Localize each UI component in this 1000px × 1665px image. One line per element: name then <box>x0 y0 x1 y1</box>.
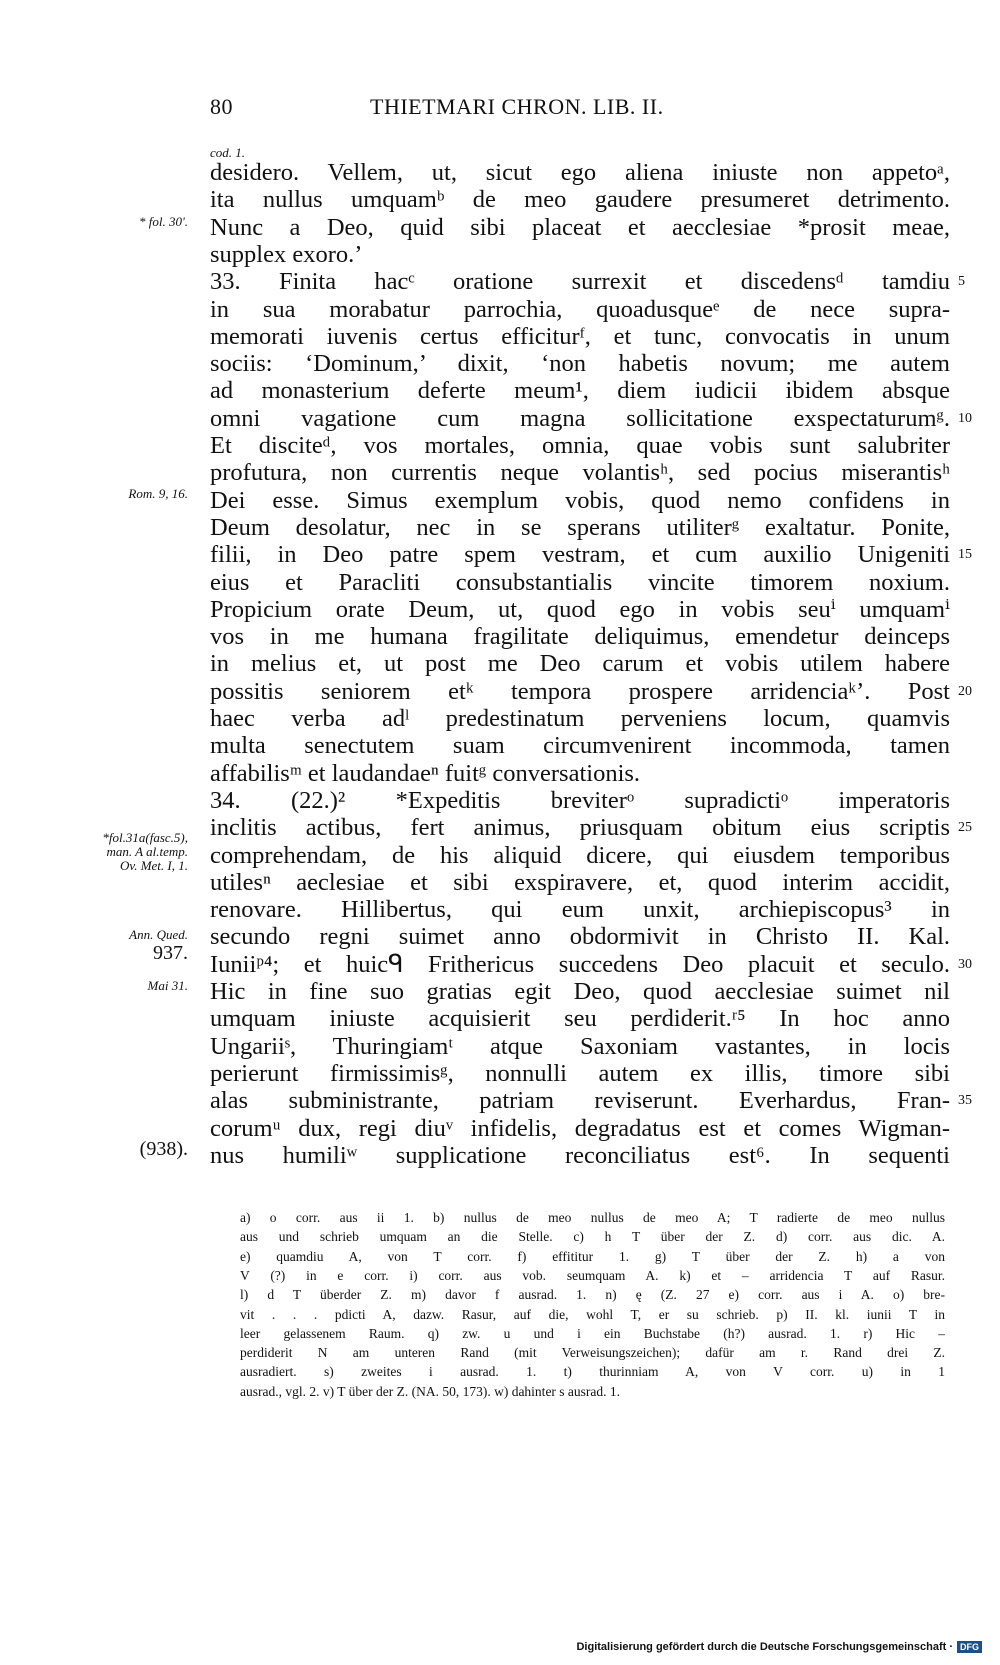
text-line: secundo regni suimet anno obdormivit in Christo II. Kal. <box>210 923 950 951</box>
text-line: multa senectutem suam circumvenirent incommoda, tamen <box>210 732 950 760</box>
text-line: Et disciteᵈ, vos mortales, omnia, quae vobis sunt salubriter <box>210 432 950 459</box>
footnote-line: e) quamdiu A, von T corr. f) effititur 1. g) T über der Z. h) a von <box>240 1248 945 1264</box>
footnote-line: perdiderit N am unteren Rand (mit Verweisungszeichen); dafür am r. Rand drei Z. <box>240 1345 945 1361</box>
text-line: 34. (22.)² *Expeditis breviterᵒ supradictiᵒ imperatoris <box>210 786 950 814</box>
line-number: 20 <box>958 683 972 699</box>
text-line: renovare. Hillibertus, qui eum unxit, archiepiscopus³ in <box>210 896 950 924</box>
text-line: utilesⁿ aeclesiae et sibi exspiravere, et, quod interim accidit, <box>210 868 950 896</box>
text-line: umquam iniuste acquisierit seu perdiderit.ʳ⁵ In hoc anno <box>210 1005 950 1033</box>
text-line: alas subministrante, patriam reviserunt. Everhardus, Fran- <box>210 1087 950 1115</box>
text-line: in sua morabatur parrochia, quoadusqueᵉ de nece supra- <box>210 295 950 323</box>
footnote-line: vit . . . pdicti A, dazw. Rasur, auf die, wohl T, er su schrieb. p) II. kl. iunii T in <box>240 1306 945 1322</box>
margin-note: *fol.31a(fasc.5), <box>102 830 188 845</box>
text-line: ita nullus umquamᵇ de meo gaudere presumeret detrimento. <box>210 186 950 214</box>
text-line: comprehendam, de his aliquid dicere, qui eiusdem temporibus <box>210 841 950 869</box>
margin-note: * fol. 30'. <box>138 214 188 229</box>
footnote-line: aus und schrieb umquam an die Stelle. c) h T über der Z. d) corr. aus dic. A. <box>240 1229 945 1245</box>
text-line: omni vagatione cum magna sollicitatione exspectaturumᵍ. <box>210 404 950 432</box>
margin-note: Rom. 9, 16. <box>128 486 188 501</box>
line-number: 10 <box>958 410 972 426</box>
line-number: 35 <box>958 1093 972 1109</box>
footnote-line: a) o corr. aus ii 1. b) nullus de meo nullus de meo A; T radierte de meo nullus <box>240 1210 945 1225</box>
text-line: Propicium orate Deum, ut, quod ego in vobis seuⁱ umquamⁱ <box>210 595 950 623</box>
text-line: supplex exoro.’ <box>210 240 363 268</box>
dfg-logo: DFG <box>957 1641 982 1653</box>
text-line: Nunc a Deo, quid sibi placeat et aecclesiae *prosit meae, <box>210 213 950 241</box>
line-number: 25 <box>958 820 972 836</box>
margin-note: Mai 31. <box>147 978 188 993</box>
page-number: 80 <box>210 94 233 119</box>
text-line: profutura, non currentis neque volantisʰ, sed pocius miserantisʰ <box>210 459 950 487</box>
line-number: 15 <box>958 547 972 563</box>
credit-text: Digitalisierung gefördert durch die Deutsche Forschungsgemeinschaft · <box>576 1641 953 1653</box>
footnote-line: ausrad., vgl. 2. v) T über der Z. (NA. 50, 173). w) dahinter s ausrad. 1. <box>240 1383 621 1399</box>
running-title: THIETMARI CHRON. LIB. II. <box>370 94 664 119</box>
footnote-line: l) d T überder Z. m) davor f ausrad. 1. n) ę (Z. 27 e) corr. aus i A. o) bre- <box>240 1287 945 1303</box>
text-line: sociis: ‘Dominum,’ dixit, ‘non habetis novum; me autem <box>210 350 950 378</box>
text-line: haec verba adˡ predestinatum perveniens locum, quamvis <box>210 705 950 732</box>
text-line: desidero. Vellem, ut, sicut ego aliena iniuste non appetoᵃ, <box>210 159 950 186</box>
text-line: vos in me humana fragilitate deliquimus, emendetur deinceps <box>210 623 950 651</box>
text-line: ad monasterium deferte meum¹, diem iudicii ibidem absque <box>210 377 950 405</box>
text-line: memorati iuvenis certus efficiturᶠ, et tunc, convocatis in unum <box>210 322 950 350</box>
text-line: in melius et, ut post me Deo carum et vobis utilem habere <box>210 650 950 678</box>
text-line: possitis seniorem etᵏ tempora prospere arridenciaᵏ’. Post <box>210 677 950 705</box>
margin-note: Ov. Met. I, 1. <box>120 858 188 873</box>
text-line: Dei esse. Simus exemplum vobis, quod nemo confidens in <box>210 486 950 514</box>
margin-note: man. A al.temp. <box>106 844 188 859</box>
codex-label: cod. 1. <box>210 145 246 160</box>
margin-note: (938). <box>139 1138 188 1160</box>
text-line: perierunt firmissimisᵍ, nonnulli autem ex illis, timore sibi <box>210 1059 950 1087</box>
text-line: affabilisᵐ et laudandaeⁿ fuitᵍ conversationis. <box>210 759 641 787</box>
line-number: 5 <box>958 274 965 290</box>
footnote-line: ausradiert. s) zweites i ausrad. 1. t) thurinniam A, von V corr. u) in 1 <box>240 1364 945 1380</box>
text-line: eius et Paracliti consubstantialis vincite timorem noxium. <box>210 568 950 596</box>
text-line: 33. Finita hacᶜ oratione surrexit et discedensᵈ tamdiu <box>210 268 950 296</box>
text-line: inclitis actibus, fert animus, priusquam obitum eius scriptis <box>210 814 950 842</box>
margin-note: Ann. Qued. <box>129 927 188 942</box>
text-line: corumᵘ dux, regi diuᵛ infidelis, degradatus est et comes Wigman- <box>210 1114 950 1142</box>
text-line: Deum desolatur, nec in se sperans utiliterᵍ exaltatur. Ponite, <box>210 513 950 541</box>
text-line: Ungariiˢ, Thuringiamᵗ atque Saxoniam vastantes, in locis <box>210 1032 950 1060</box>
margin-note: 937. <box>153 942 188 964</box>
text-line: nus humiliʷ supplicatione reconciliatus est⁶. In sequenti <box>210 1141 950 1169</box>
footnote-line: leer gelassenem Raum. q) zw. u und i ein Buchstabe (h?) ausrad. 1. r) Hic – <box>240 1325 945 1341</box>
text-line: Iuniiᵖ⁴; et huicᑫ Frithericus succedens Deo placuit et seculo. <box>210 950 950 978</box>
text-line: filii, in Deo patre spem vestram, et cum auxilio Unigeniti <box>210 541 950 569</box>
digitization-credit <box>576 1641 982 1653</box>
text-line: Hic in fine suo gratias egit Deo, quod aecclesiae suimet nil <box>210 978 950 1005</box>
line-number: 30 <box>958 956 972 972</box>
footnote-line: V (?) in e corr. i) corr. aus vob. seumquam A. k) et – arridencia T auf Rasur. <box>240 1267 945 1283</box>
